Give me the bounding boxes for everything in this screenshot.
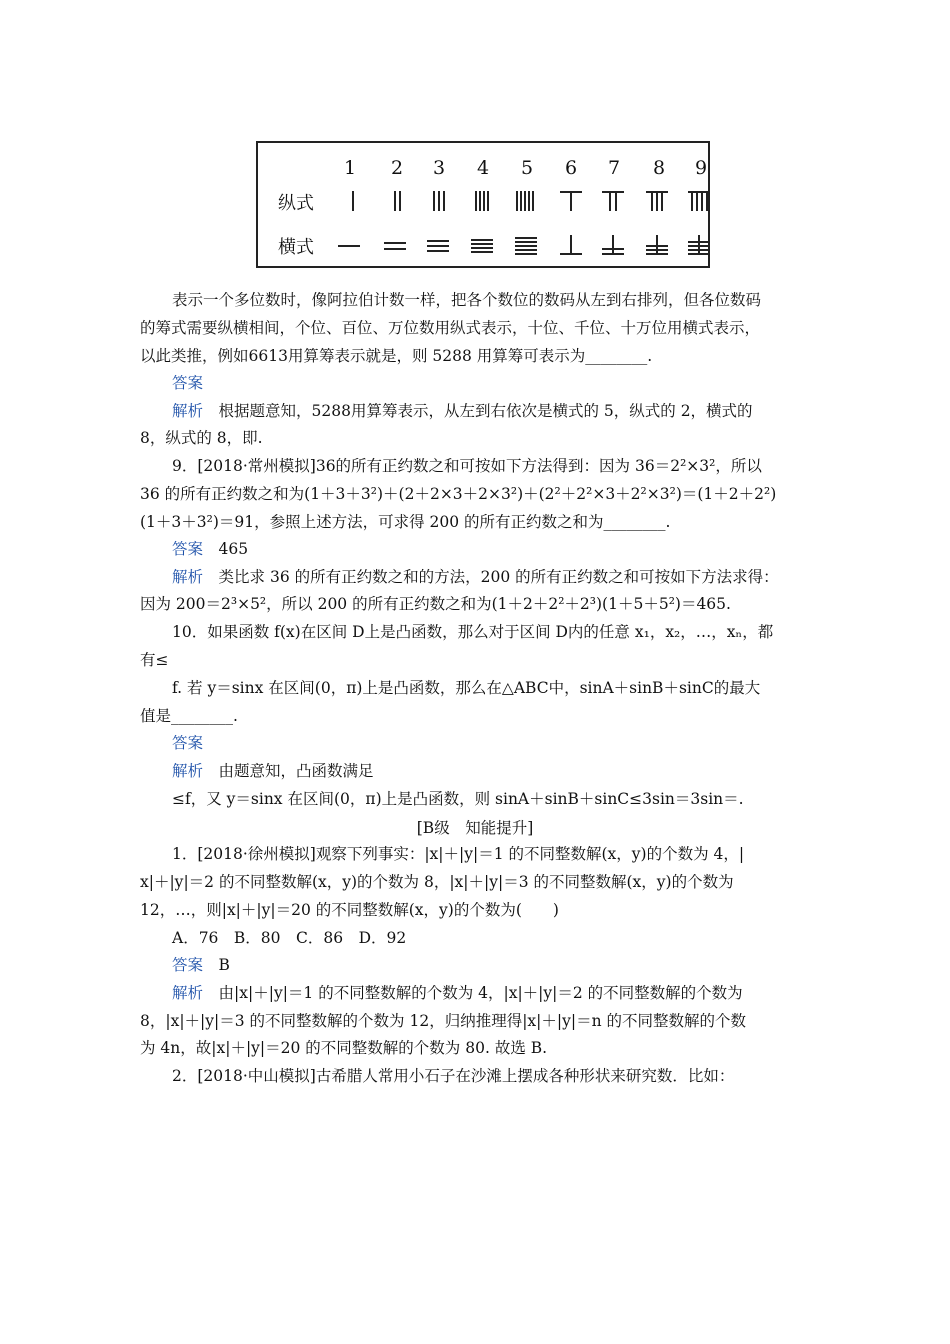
analysis-text: 由|x|＋|y|＝1 的不同整数解的个数为 4，|x|＋|y|＝2 的不同整数解的个数为	[218, 984, 743, 1002]
q9-answer	[172, 539, 248, 559]
b1-text-line: 1．[2018·徐州模拟]观察下列事实：|x|＋|y|＝1 的不同整数解(x，y)的个数为 4，|	[172, 845, 745, 863]
rod-horizontal-6	[560, 235, 582, 255]
q8-analysis-line: 8，纵式的 8，即.	[140, 429, 263, 447]
q9-text-line: (1＋3＋3²)＝91，参照上述方法，可求得 200 的所有正约数之和为________.	[140, 513, 671, 531]
rod-horizontal-3	[427, 235, 449, 255]
rod-horizontal-9	[688, 235, 710, 255]
digit-label: 5	[520, 157, 534, 179]
rod-vertical-4	[474, 191, 492, 211]
analysis-label: 解析	[172, 984, 204, 1002]
digit-label: 4	[476, 157, 490, 179]
digit-label: 3	[432, 157, 446, 179]
digit-label: 1	[343, 157, 357, 179]
q10-text-line: 有≤	[140, 651, 169, 669]
analysis-label: 解析	[172, 568, 204, 586]
digit-label: 2	[390, 157, 404, 179]
section-title: [B级 知能提升]	[416, 819, 534, 837]
digit-label: 8	[652, 157, 666, 179]
q10-text-line: f. 若 y＝sinx 在区间(0，π)上是凸函数，那么在△ABC中，sinA＋sinB＋sinC的最大	[172, 679, 761, 697]
answer-value: 465	[218, 540, 249, 558]
rod-vertical-6	[560, 191, 582, 211]
digit-label: 9	[694, 157, 708, 179]
analysis-text: 根据题意知，5288用算筹表示，从左到右依次是横式的 5，纵式的 2，横式的	[218, 402, 753, 420]
rod-horizontal-4	[471, 235, 493, 255]
analysis-text: 由题意知，凸函数满足	[218, 762, 374, 780]
b1-text-line: 12，…，则|x|＋|y|＝20 的不同整数解(x，y)的个数为( )	[140, 901, 559, 919]
q10-text-line: 值是________.	[140, 707, 238, 725]
analysis-label: 解析	[172, 762, 204, 780]
b1-answer	[172, 955, 230, 975]
q8-text-line: 的筹式需要纵横相间，个位、百位、万位数用纵式表示，十位、千位、十万位用横式表示，	[140, 319, 761, 337]
analysis-label: 解析	[172, 402, 204, 420]
q10-analysis	[172, 761, 374, 781]
digit-label: 6	[564, 157, 578, 179]
answer-value: B	[218, 956, 230, 974]
rod-horizontal-1	[338, 235, 360, 255]
rod-numeral-table	[256, 141, 710, 268]
analysis-text: 类比求 36 的所有正约数之和的方法，200 的所有正约数之和可按如下方法求得：	[218, 568, 779, 586]
q9-analysis	[172, 567, 779, 587]
answer-label: 答案	[172, 374, 204, 392]
b2-text-line: 2．[2018·中山模拟]古希腊人常用小石子在沙滩上摆成各种形状来研究数．比如：	[172, 1067, 735, 1085]
row-label-vertical: 纵式	[278, 193, 314, 214]
rod-horizontal-5	[515, 235, 537, 255]
b1-options: A．76 B．80 C．86 D．92	[172, 929, 407, 947]
b1-analysis-line: 8，|x|＋|y|＝3 的不同整数解的个数为 12，归纳推理得|x|＋|y|＝n 的不同整数解的个数	[140, 1012, 746, 1030]
rod-horizontal-2	[384, 235, 406, 255]
rod-vertical-1	[348, 191, 358, 211]
rod-vertical-8	[646, 191, 668, 211]
b1-analysis-line: 为 4n，故|x|＋|y|＝20 的不同整数解的个数为 80. 故选 B.	[140, 1039, 548, 1057]
q8-text-line: 表示一个多位数时，像阿拉伯计数一样，把各个数位的数码从左到右排列，但各位数码	[172, 291, 762, 309]
q8-analysis	[172, 401, 753, 421]
rod-horizontal-8	[646, 235, 668, 255]
b1-text-line: x|＋|y|＝2 的不同整数解(x，y)的个数为 8，|x|＋|y|＝3 的不同整数解(x，y)的个数为	[140, 873, 734, 891]
row-label-horizontal: 横式	[278, 237, 314, 258]
q8-text-line: 以此类推，例如6613用算筹表示就是，则 5288 用算筹可表示为________.	[140, 347, 653, 365]
answer-label: 答案	[172, 540, 204, 558]
q10-analysis-line: ≤f，又 y＝sinx 在区间(0，π)上是凸函数，则 sinA＋sinB＋sinC≤3sin＝3sin＝.	[172, 790, 744, 808]
rod-vertical-2	[392, 191, 404, 211]
q10-text-line: 10．如果函数 f(x)在区间 D上是凸函数，那么对于区间 D内的任意 x₁，x₂，…，xₙ，都	[172, 623, 774, 641]
rod-vertical-5	[515, 191, 537, 211]
rod-vertical-7	[602, 191, 624, 211]
rod-horizontal-7	[602, 235, 624, 255]
b1-analysis	[172, 983, 743, 1003]
rod-vertical-3	[432, 191, 446, 211]
q9-text-line: 36 的所有正约数之和为(1＋3＋3²)＋(2＋2×3＋2×3²)＋(2²＋2²×3＋2²×3²)＝(1＋2＋2²)	[140, 485, 777, 503]
q9-analysis-line: 因为 200＝2³×5²，所以 200 的所有正约数之和为(1＋2＋2²＋2³)(1＋5＋5²)＝465.	[140, 595, 731, 613]
answer-label: 答案	[172, 956, 204, 974]
q9-text-line: 9．[2018·常州模拟]36的所有正约数之和可按如下方法得到：因为 36＝2²×3²，所以	[172, 457, 762, 475]
answer-label: 答案	[172, 734, 204, 752]
rod-vertical-9	[688, 191, 710, 211]
digit-label: 7	[607, 157, 621, 179]
